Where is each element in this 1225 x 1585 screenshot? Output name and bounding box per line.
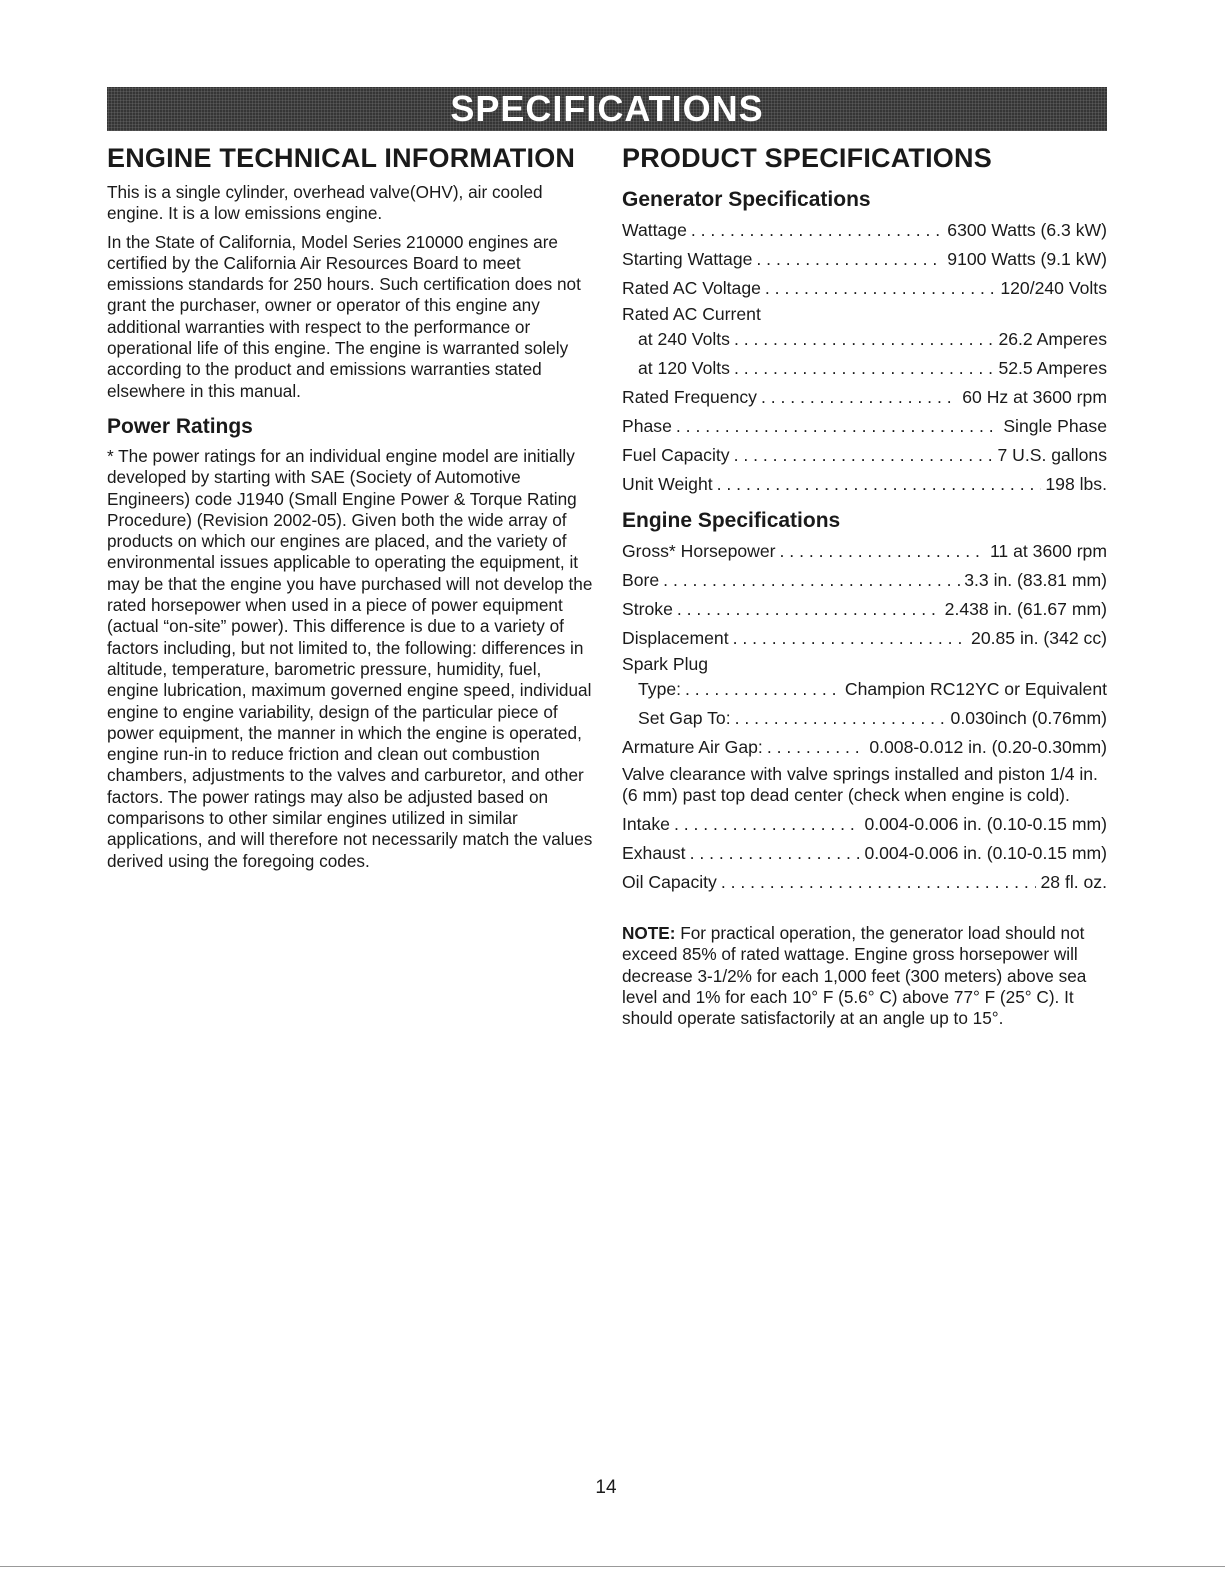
spec-label: at 240 Volts: [638, 329, 730, 349]
spec-row-intake: [622, 810, 1107, 839]
spec-row-unit-weight: [622, 470, 1107, 499]
note-text: For practical operation, the generator load should not exceed 85% of rated wattage. Engine gross horsepower will decrease 3-1/2% for each 1,000 feet (300 meters) above sea level and 1% for each 10° F (5.6° C) above 77° F (25° C). It should operate satisfactorily at an angle up to 15°.: [622, 923, 1087, 1029]
spec-row-spark-plug: Spark Plug: [622, 654, 709, 674]
california-paragraph: In the State of California, Model Series 210000 engines are certified by the California Air Resources Board to meet emissions standards for 250 hours. Such certification does not grant the purchaser, owner or operator of this engine any additional warranties with respect to the performance or operational life of this engine. The engine is warranted solely according to the product and emissions warranties stated elsewhere in this manual.: [107, 231, 581, 401]
spec-value: 0.004-0.006 in. (0.10-0.15 mm): [864, 843, 1107, 863]
spec-label: Gross* Horsepower: [622, 541, 776, 561]
spec-row-phase: [622, 412, 1107, 441]
spec-value: 3.3 in. (83.81 mm): [964, 570, 1107, 590]
spec-row-armature-air-gap: [622, 733, 1107, 762]
product-specifications-heading: PRODUCT SPECIFICATIONS: [622, 143, 992, 173]
dot-leader: [734, 441, 994, 470]
spec-row-spark-type: [622, 675, 1107, 704]
dot-leader: [721, 868, 1037, 897]
spec-row-rated-ac-current: Rated AC Current: [622, 304, 761, 324]
page-number: 14: [595, 1477, 617, 1498]
spec-row-bore: [622, 566, 1107, 595]
dot-leader: [734, 354, 994, 383]
power-ratings-heading: Power Ratings: [107, 414, 253, 438]
spec-value: 28 fl. oz.: [1040, 872, 1107, 892]
dot-leader: [676, 412, 999, 441]
dot-leader: [674, 810, 861, 839]
spec-row-exhaust: [622, 839, 1107, 868]
spec-label: Oil Capacity: [622, 872, 717, 892]
spec-label: Exhaust: [622, 843, 686, 863]
spec-label: Wattage: [622, 220, 687, 240]
spec-row-at-240-volts: [622, 325, 1107, 354]
spec-value: Single Phase: [1003, 416, 1107, 436]
spec-value: 6300 Watts (6.3 kW): [947, 220, 1107, 240]
spec-row-displacement: [622, 624, 1107, 653]
spec-value: 20.85 in. (342 cc): [971, 628, 1107, 648]
dot-leader: [756, 245, 943, 274]
banner-title: SPECIFICATIONS: [450, 88, 764, 129]
spec-value: 0.008-0.012 in. (0.20-0.30mm): [869, 737, 1107, 757]
engine-intro-paragraph: This is a single cylinder, overhead valve(OHV), air cooled engine. It is a low emissions engine.: [107, 182, 543, 224]
spec-value: 52.5 Amperes: [998, 358, 1107, 378]
dot-leader: [761, 383, 958, 412]
dot-leader: [734, 325, 994, 354]
spec-value: 11 at 3600 rpm: [989, 541, 1107, 561]
spec-label: Rated Frequency: [622, 387, 757, 407]
dot-leader: [691, 216, 943, 245]
dot-leader: [767, 733, 866, 762]
spec-row-starting-wattage: [622, 245, 1107, 274]
spec-label: at 120 Volts: [638, 358, 730, 378]
spec-row-oil-capacity: [622, 868, 1107, 897]
generator-specifications-heading: Generator Specifications: [622, 188, 871, 211]
spec-row-stroke: [622, 595, 1107, 624]
spec-value: 0.030inch (0.76mm): [950, 708, 1107, 728]
spec-label: Bore: [622, 570, 660, 590]
engine-technical-heading: ENGINE TECHNICAL INFORMATION: [107, 143, 576, 173]
spec-row-gross-horsepower: [622, 537, 1107, 566]
dot-leader: [765, 274, 996, 303]
spec-value: 198 lbs.: [1045, 474, 1107, 494]
specifications-banner: [107, 87, 1107, 131]
dot-leader: [685, 675, 841, 704]
dot-leader: [735, 704, 947, 733]
spec-value: 9100 Watts (9.1 kW): [947, 249, 1107, 269]
spec-label: Phase: [622, 416, 672, 436]
note-label: NOTE:: [622, 923, 676, 943]
spec-label: Stroke: [622, 599, 673, 619]
spec-label: Displacement: [622, 628, 729, 648]
spec-row-wattage: [622, 216, 1107, 245]
spec-value: 120/240 Volts: [1000, 278, 1107, 298]
spec-row-at-120-volts: [622, 354, 1107, 383]
valve-clearance-text: Valve clearance with valve springs installed and piston 1/4 in. (6 mm) past top dead center (check when engine is cold).: [622, 764, 1098, 805]
spec-label: Unit Weight: [622, 474, 713, 494]
bottom-divider: [0, 1566, 1225, 1567]
engine-specifications-heading: Engine Specifications: [622, 509, 841, 532]
spec-value: 60 Hz at 3600 rpm: [962, 387, 1107, 407]
dot-leader: [733, 624, 967, 653]
dot-leader: [690, 839, 861, 868]
spec-value: 2.438 in. (61.67 mm): [944, 599, 1107, 619]
engine-technical-column: [107, 143, 597, 872]
operation-note: [622, 923, 1107, 1029]
spec-value: 7 U.S. gallons: [997, 445, 1107, 465]
spec-label: Intake: [622, 814, 670, 834]
product-specifications-column: [622, 143, 1107, 1029]
spec-label: Set Gap To:: [638, 708, 731, 728]
spec-row-set-gap: [622, 704, 1107, 733]
spec-label: Rated AC Voltage: [622, 278, 761, 298]
spec-label: Fuel Capacity: [622, 445, 730, 465]
spec-label: Starting Wattage: [622, 249, 753, 269]
power-ratings-paragraph: * The power ratings for an individual engine model are initially developed by starting with SAE (Society of Automotive Engineers) code J1940 (Small Engine Power & Torque Rating Procedure) (Revision 2002-05). Given both the wide array of products on which our engines are placed, and the variety of environmental issues applicable to operating the equipment, it may be that the engine you have purchased will not develop the rated horsepower when used in a piece of power equipment (actual “on-site” power). This difference is due to a variety of factors including, but not limited to, the following: differences in altitude, temperature, barometric pressure, humidity, fuel, engine lubrication, maximum governed engine speed, individual engine to engine variability, design of the particular piece of power equipment, the manner in which the engine is operated, engine run-in to reduce friction and clean out combustion chambers, adjustments to the valves and carburetor, and other factors. The power ratings may also be adjusted based on comparisons to other similar engines utilized in similar applications, and will therefore not necessarily match the values derived using the foregoing codes.: [107, 445, 593, 871]
dot-leader: [677, 595, 941, 624]
spec-row-fuel-capacity: [622, 441, 1107, 470]
spec-label: Type:: [638, 679, 682, 699]
spec-value: 26.2 Amperes: [998, 329, 1107, 349]
dot-leader: [780, 537, 986, 566]
spec-value: 0.004-0.006 in. (0.10-0.15 mm): [864, 814, 1107, 834]
spec-label: Armature Air Gap:: [622, 737, 763, 757]
spec-row-rated-frequency: [622, 383, 1107, 412]
dot-leader: [663, 566, 960, 595]
spec-value: Champion RC12YC or Equivalent: [844, 679, 1107, 699]
spec-row-rated-ac-voltage: [622, 274, 1107, 303]
dot-leader: [717, 470, 1042, 499]
